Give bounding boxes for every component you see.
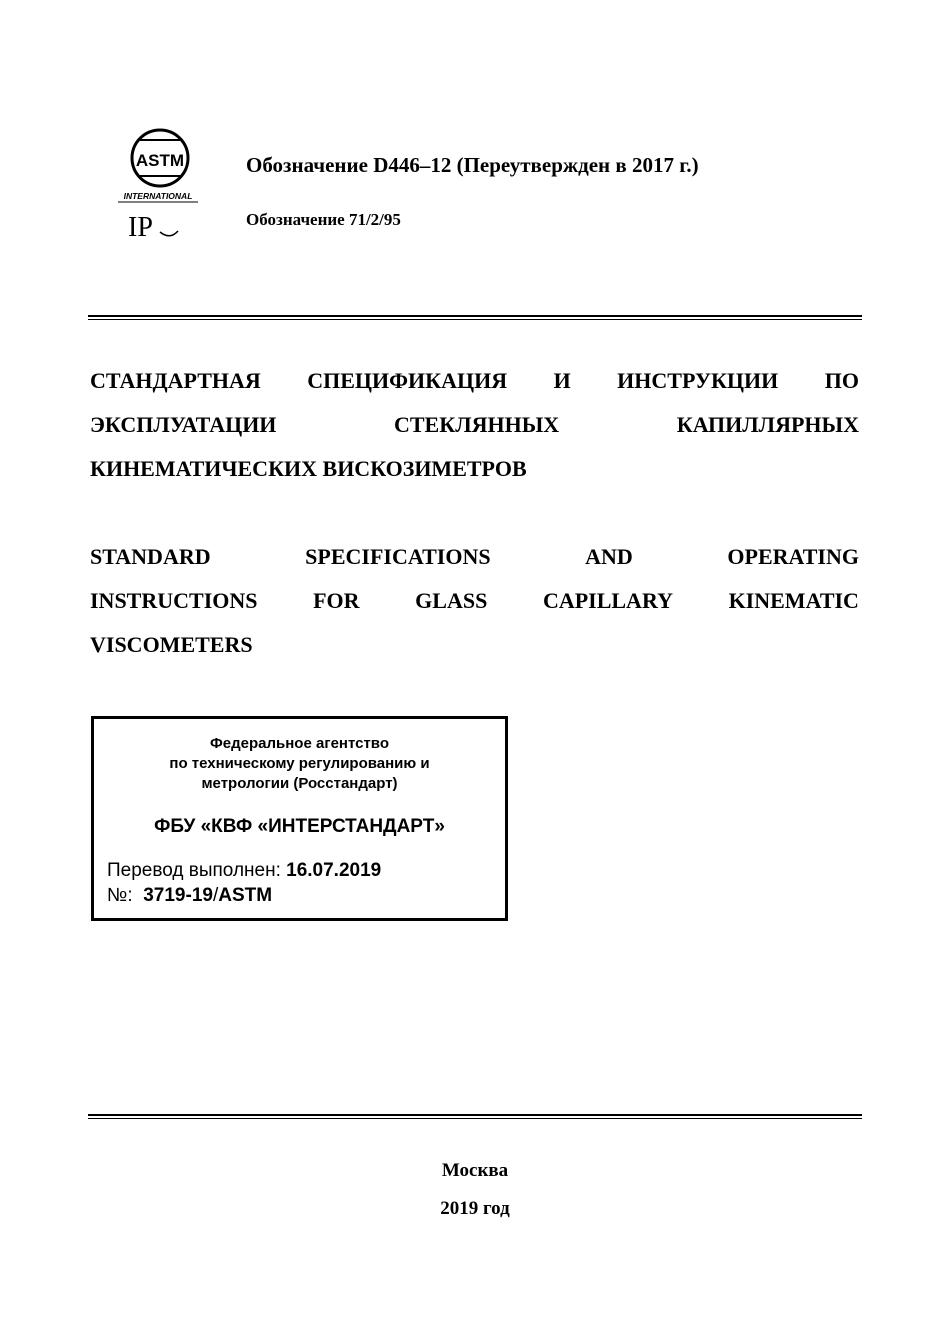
- logo-ip-text: IP: [128, 212, 153, 243]
- title-russian: [90, 359, 859, 491]
- title-english: [90, 535, 859, 667]
- stamp-number-row: [107, 885, 272, 907]
- stamp-agency-line: по техническому регулированию и: [169, 755, 430, 772]
- stamp-agency-line: метрологии (Росстандарт): [201, 775, 398, 792]
- title-word: INSTRUCTIONS: [90, 588, 258, 613]
- astm-ip-logo: [118, 128, 204, 244]
- stamp-number-separator: /: [212, 885, 219, 906]
- title-word: И: [553, 368, 571, 393]
- title-word: GLASS: [415, 588, 488, 613]
- title-word: OPERATING: [727, 544, 859, 569]
- logo-astm-text: ASTM: [135, 151, 185, 170]
- stamp-number-value: 3719-19: [143, 885, 213, 906]
- title-word: КИНЕМАТИЧЕСКИХ ВИСКОЗИМЕТРОВ: [90, 456, 527, 481]
- stamp-organization: ФБУ «КВФ «ИНТЕРСТАНДАРТ»: [154, 816, 445, 837]
- title-word: СТЕКЛЯННЫХ: [394, 412, 560, 437]
- title-ru-line-1: [90, 359, 859, 403]
- publication-city: Москва: [441, 1160, 509, 1181]
- bottom-divider: [88, 1114, 862, 1119]
- title-en-line-2: [90, 579, 859, 623]
- title-word: CAPILLARY: [542, 588, 673, 613]
- ip-designation: Обозначение 71/2/95: [246, 210, 401, 229]
- title-word: VISCOMETERS: [90, 632, 253, 657]
- logo-international-text: INTERNATIONAL: [123, 191, 193, 201]
- title-word: СПЕЦИФИКАЦИЯ: [307, 368, 508, 393]
- title-word: ПО: [824, 368, 859, 393]
- title-word: ЭКСПЛУАТАЦИИ: [90, 412, 277, 437]
- title-word: ИНСТРУКЦИИ: [617, 368, 779, 393]
- stamp-agency: [94, 734, 505, 794]
- document-designation: Обозначение D446–12 (Переутвержден в 2017 г.): [246, 153, 699, 177]
- stamp-translated-date: 16.07.2019: [286, 860, 382, 881]
- stamp-number-label: №:: [107, 885, 133, 906]
- title-word: SPECIFICATIONS: [305, 544, 491, 569]
- title-word: STANDARD: [90, 544, 211, 569]
- top-divider: [88, 315, 862, 320]
- title-en-line-3: [90, 623, 859, 667]
- publication-year: 2019 год: [440, 1198, 510, 1219]
- title-word: KINEMATIC: [728, 588, 859, 613]
- title-en-line-1: [90, 535, 859, 579]
- stamp-translation-date-row: [107, 860, 381, 882]
- title-ru-line-3: [90, 447, 859, 491]
- stamp-agency-line: Федеральное агентство: [209, 735, 389, 752]
- translation-stamp: [91, 716, 508, 921]
- title-word: FOR: [313, 588, 360, 613]
- astm-logo-icon: [118, 128, 204, 244]
- title-word: СТАНДАРТНАЯ: [90, 368, 261, 393]
- stamp-translated-label: Перевод выполнен:: [107, 860, 281, 881]
- title-ru-line-2: [90, 403, 859, 447]
- stamp-number-suffix: ASTM: [218, 885, 273, 906]
- title-word: AND: [585, 544, 633, 569]
- title-word: КАПИЛЛЯРНЫХ: [676, 412, 859, 437]
